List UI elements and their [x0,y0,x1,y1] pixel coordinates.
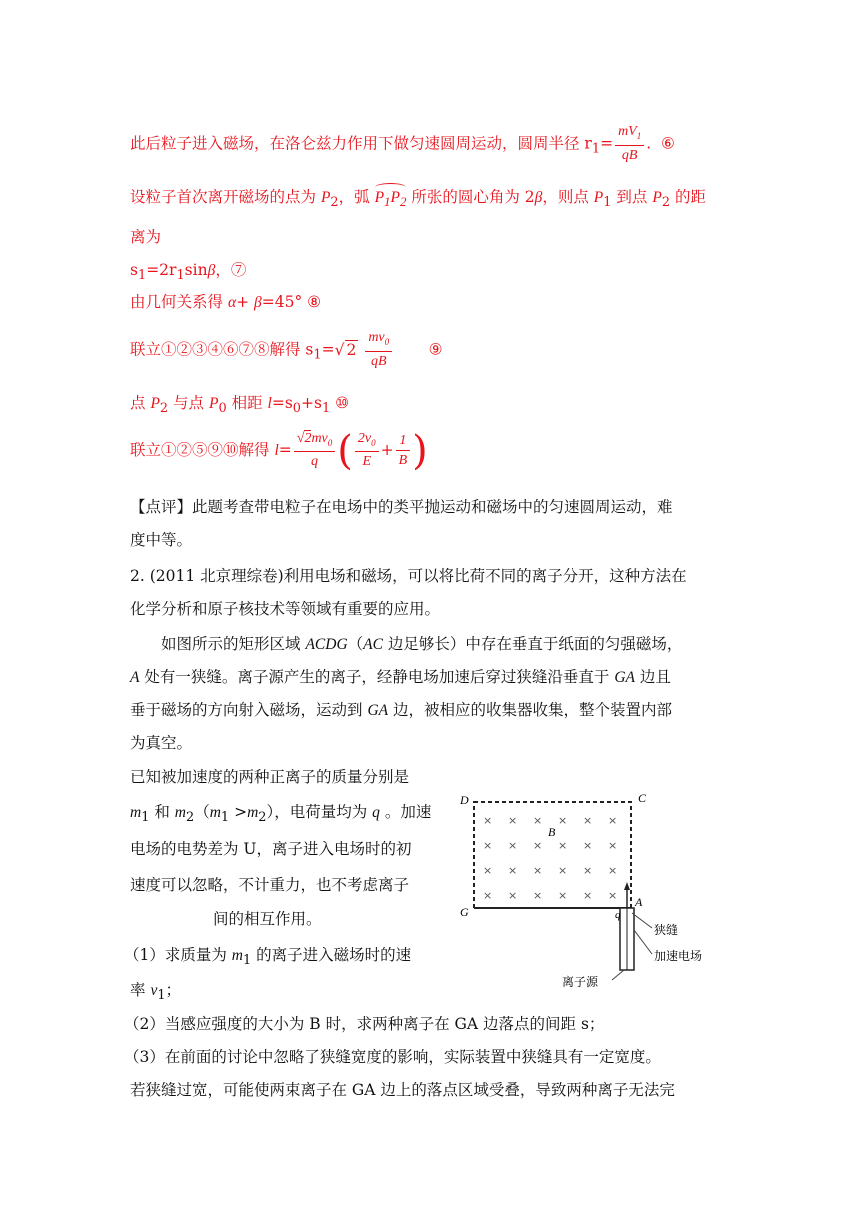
field-cross-icon: × [508,889,518,902]
field-cross-icon: × [533,839,543,852]
field-cross-icon: × [583,839,593,852]
field-cross-icon: × [508,814,518,827]
e-fraction: $\frac{2v_0}{E}$ [355,430,379,473]
field-cross-icon: × [558,814,568,827]
eq-line-8: 由几何关系得 α+ β=45° ⑧ [130,293,322,311]
known-line-3: 电场的电势差为 U，离子进入电场时的初 [130,840,412,858]
field-cross-icon: × [508,839,518,852]
label-b: B [548,825,556,839]
field-cross-icon: × [483,839,493,852]
sqrt-symbol: √ 2 [334,341,357,360]
subq-3-line-2: 若狭缝过宽，可能使两束离子在 GA 边上的落点区域受叠，导致两种离子无法完 [130,1081,675,1099]
label-slit: 狭缝 [654,923,679,937]
field-cross-icon: × [558,864,568,877]
field-cross-icon: × [583,814,593,827]
field-cross-icon: × [483,889,493,902]
field-cross-icon: × [558,889,568,902]
eq-line-7: $s_1=2r_1\sin\beta$，⑦ [130,261,247,284]
field-cross-icon: × [583,889,593,902]
source-leader [612,970,624,980]
label-g: G [460,905,469,919]
subq-2: （2）当感应强度的大小为 B 时，求两种离子在 GA 边落点的间距 s； [124,1015,605,1033]
field-cross-icon: × [483,864,493,877]
subq-1-line-1: （1）求质量为 $m_1$ 的离子进入磁场时的速 [124,946,412,969]
subq-1-line-2: 率 $v_1$； [130,981,182,1004]
para-line-4: 为真空。 [130,734,193,752]
para-line-1: 如图所示的矩形区域 ACDG（AC 边足够长）中存在垂直于纸面的匀强磁场， [161,635,683,653]
s1-fraction: $\frac{mv_0}{qB}$ [365,329,392,372]
text-line-p2: 设粒子首次离开磁场的点为 $P_2$，弧 $P_1P_2$ 所张的圆心角为 2β，则点 $P_1$ 到点 $P_2$ 的距 [130,186,706,214]
label-c: C [638,791,647,805]
arc-p1p2: $P_1P_2$ [375,187,407,213]
text-line-distance: 离为 [130,228,162,246]
subq-3-line-1: （3）在前面的讨论中忽略了狭缝宽度的影响，实际装置中狭缝具有一定宽度。 [124,1048,661,1066]
comment-line-2: 度中等。 [130,531,193,549]
field-cross-icon: × [583,864,593,877]
field-cross-icon: × [608,864,618,877]
field-cross-icon: × [608,814,618,827]
eq-line-9: 联立①②③④⑥⑦⑧解得 $s_1=√$ 2 $\frac{mv_0}{qB}$ ⑨ [130,329,443,372]
label-d: D [460,793,469,807]
known-line-5: 间的相互作用。 [213,910,322,928]
field-cross-icon: × [608,839,618,852]
comment-line-1: 【点评】此题考查带电粒子在电场中的类平抛运动和磁场中的匀速圆周运动，难 [130,498,673,516]
field-cross-icon: × [533,889,543,902]
known-line-4: 速度可以忽略，不计重力，也不考虑离子 [130,876,410,894]
label-ion-source: 离子源 [562,975,599,989]
eq-line-6: 此后粒子进入磁场，在洛仑兹力作用下做匀速圆周运动，圆周半径 $r_1=$ $\frac{mV_1}{qB}$ . ⑥ [130,123,675,166]
known-line-2: $m_1$ 和 $m_2(m_1 >m_2)$，电荷量均为 q 。加速 [130,803,432,826]
field-cross-icon: × [533,864,543,877]
field-cross-icon: × [608,889,618,902]
field-cross-icon: × [508,864,518,877]
left-paren: ( [337,428,353,474]
arrow-head-icon [624,882,630,890]
eq-line-final: 联立①②⑤⑨⑩解得 l= $\frac{√2mv_0}{q}$ ( $\frac{2v_0}{E}$ + $\frac{1}{B}$ ) [130,428,428,474]
apparatus-figure [452,758,727,990]
known-line-1: 已知被加速度的两种正离子的质量分别是 [130,768,410,786]
label-a: A [635,895,643,909]
field-cross-icon: × [483,814,493,827]
right-paren: ) [412,428,428,474]
field-cross-icon: × [533,814,543,827]
radius-fraction: $\frac{mV_1}{qB}$ [615,123,644,166]
eq-line-10: 点 $P_2$ 与点 $P_0$ 相距 $l=s_0+s_1$ ⑩ [130,394,350,417]
field-cross-icon: × [558,839,568,852]
apparatus-diagram [452,758,727,990]
question-line-1: 2. (2011 北京理综卷)利用电场和磁场，可以将比荷不同的离子分开，这种方法在 [130,567,687,585]
para-line-3: 垂于磁场的方向射入磁场，运动到 GA 边，被相应的收集器收集，整个装置内部 [130,701,673,719]
slit-leader [632,913,652,928]
b-fraction: $\frac{1}{B}$ [396,432,411,471]
field-leader [634,930,652,954]
label-accelerating-field: 加速电场 [654,949,703,963]
label-q: q [615,909,621,921]
l-fraction: $\frac{√2mv_0}{q}$ [294,430,336,473]
para-line-2: A 处有一狭缝。离子源产生的离子，经静电场加速后穿过狭缝沿垂直于 GA 边且 [130,668,671,686]
question-line-2: 化学分析和原子核技术等领域有重要的应用。 [130,600,441,618]
